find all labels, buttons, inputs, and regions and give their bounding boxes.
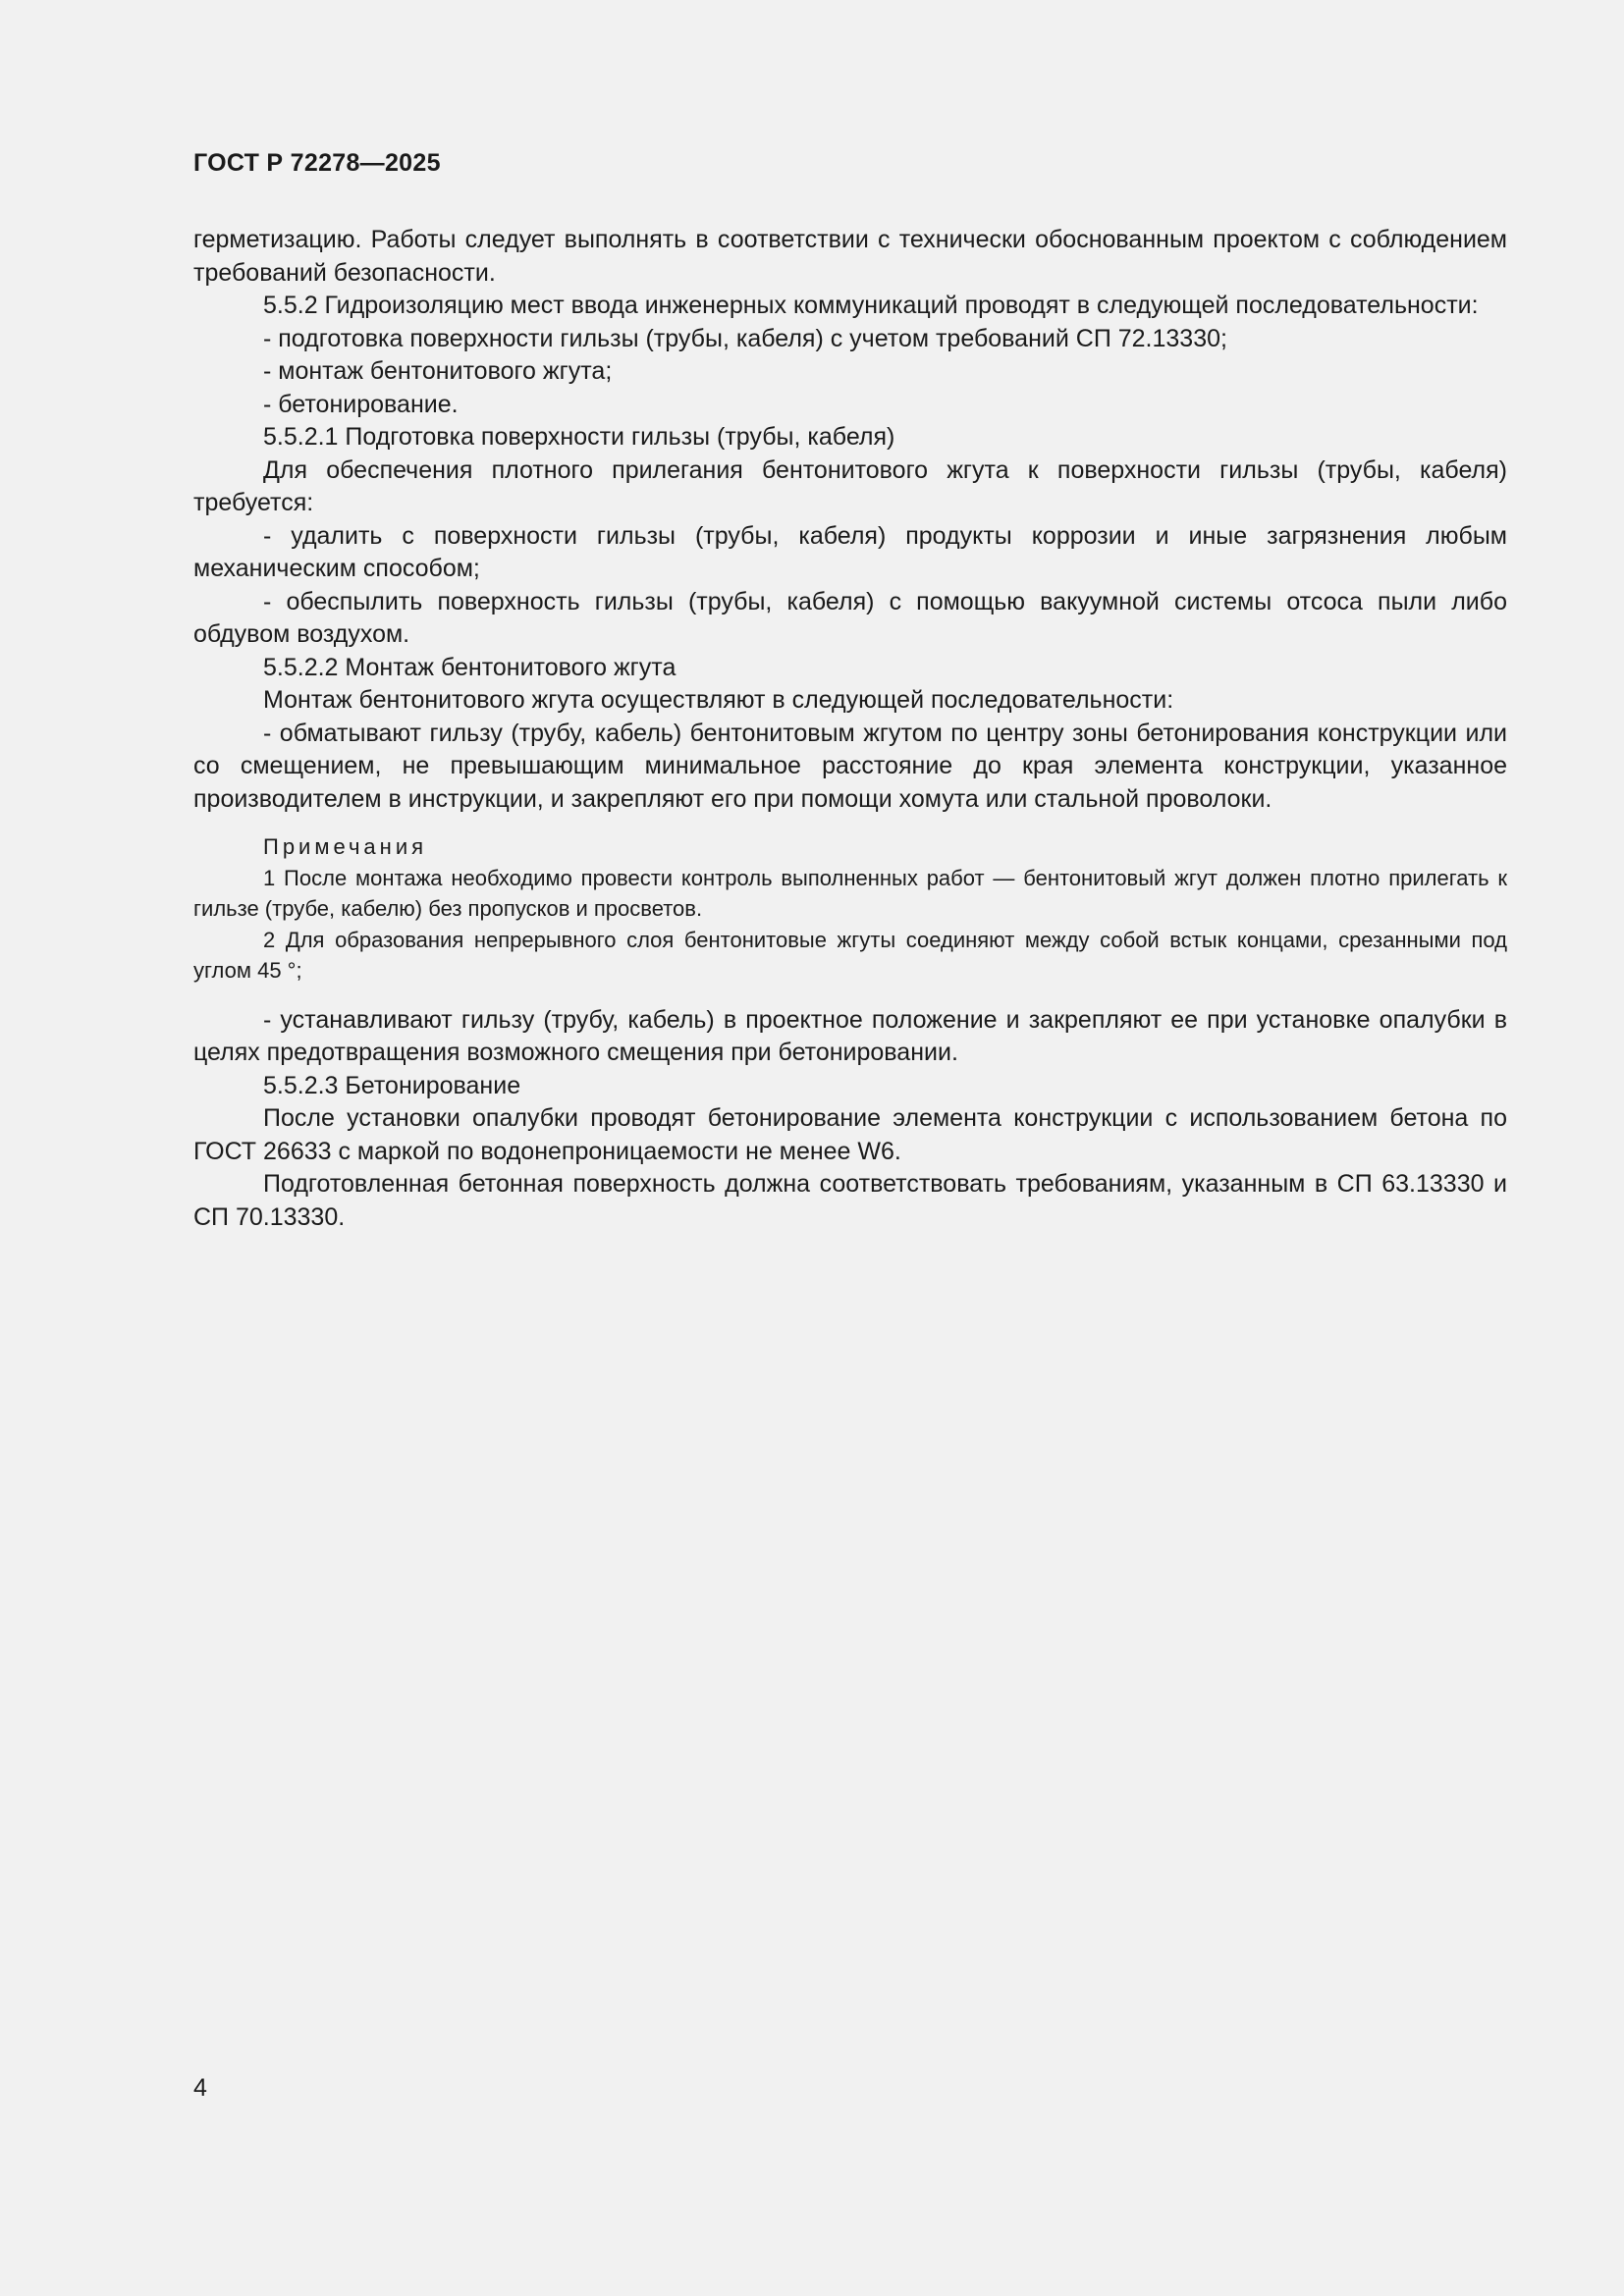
section-heading: 5.5.2.2 Монтаж бентонитового жгута bbox=[263, 653, 677, 681]
document-body bbox=[193, 224, 1507, 1234]
section-heading: 5.5.2.1 Подготовка поверхности гильзы (трубы, кабеля) bbox=[263, 423, 895, 451]
list-item: - удалить с поверхности гильзы (трубы, кабеля) продукты коррозии и иные загрязнения любым механическим способом; bbox=[193, 521, 1507, 582]
list-item: - подготовка поверхности гильзы (трубы, кабеля) с учетом требований СП 72.13330; bbox=[263, 324, 1227, 352]
list-item: - монтаж бентонитового жгута; bbox=[263, 357, 613, 385]
list-item: - обеспылить поверхность гильзы (трубы, кабеля) с помощью вакуумной системы отсоса пыли либо обдувом воздухом. bbox=[193, 587, 1507, 648]
paragraph: После установки опалубки проводят бетонирование элемента конструкции с использованием бетона по ГОСТ 26633 с маркой по водонепроницаемости не менее W6. bbox=[193, 1104, 1507, 1165]
notes-block bbox=[193, 831, 1507, 987]
paragraph: герметизацию. Работы следует выполнять в соответствии с технически обоснованным проектом с соблюдением требований безопасности. bbox=[193, 226, 1507, 287]
note-item: 1 После монтажа необходимо провести контроль выполненных работ — бентонитовый жгут должен плотно прилегать к гильзе (трубе, кабелю) без пропусков и просветов. bbox=[193, 865, 1507, 921]
paragraph: Подготовленная бетонная поверхность должна соответствовать требованиям, указанным в СП 63.13330 и СП 70.13330. bbox=[193, 1170, 1507, 1231]
document-header: ГОСТ Р 72278—2025 bbox=[193, 149, 441, 177]
page-number: 4 bbox=[193, 2074, 207, 2102]
paragraph: Для обеспечения плотного прилегания бентонитового жгута к поверхности гильзы (трубы, кабеля) требуется: bbox=[193, 455, 1507, 516]
section-heading: 5.5.2.3 Бетонирование bbox=[263, 1071, 521, 1099]
list-item: - обматывают гильзу (трубу, кабель) бентонитовым жгутом по центру зоны бетонирования конструкции или со смещением, не превышающим минимальное расстояние до края элемента конструкции, указанное производителем в инструкции, и закрепляют его при помощи хомута или стальной проволоки. bbox=[193, 719, 1507, 813]
notes-title: Примечания bbox=[263, 834, 428, 859]
note-item: 2 Для образования непрерывного слоя бентонитовые жгуты соединяют между собой встык концами, срезанными под углом 45 °; bbox=[193, 927, 1507, 983]
paragraph: Монтаж бентонитового жгута осуществляют в следующей последовательности: bbox=[263, 686, 1174, 714]
list-item: - бетонирование. bbox=[263, 390, 459, 418]
list-item: - устанавливают гильзу (трубу, кабель) в проектное положение и закрепляют ее при установке опалубки в целях предотвращения возможного смещения при бетонировании. bbox=[193, 1005, 1507, 1066]
clause-5-5-2: 5.5.2 Гидроизоляцию мест ввода инженерных коммуникаций проводят в следующей последовательности: bbox=[263, 292, 1479, 319]
